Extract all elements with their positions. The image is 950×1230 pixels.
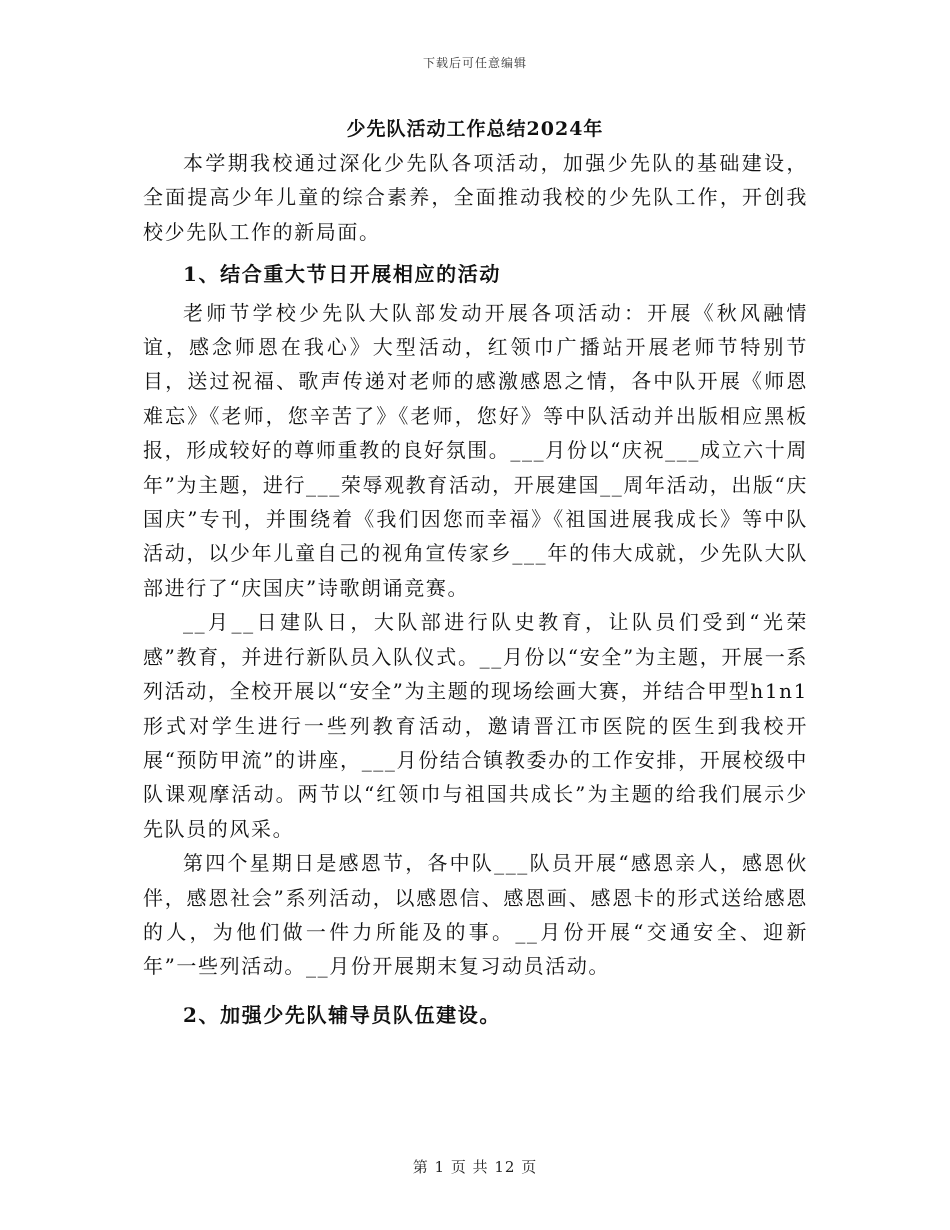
section-1-heading: 1、结合重大节日开展相应的活动 xyxy=(183,262,501,287)
section-1-paragraph-3: 第四个星期日是感恩节，各中队___队员开展“感恩亲人，感恩伙伴，感恩社会”系列活动，以感恩信、感恩画、感恩卡的形式送给感恩的人，为他们做一件力所能及的事。__月份开展“交通安全、迎新年”一些列活动。__月份开展期末复习动员活动。 xyxy=(143,851,808,979)
document-body xyxy=(143,146,808,1036)
section-1-paragraph-1: 老师节学校少先队大队部发动开展各项活动：开展《秋风融情谊，感念师恩在我心》大型活动，红领巾广播站开展老师节特别节目，送过祝福、歌声传递对老师的感激感恩之情，各中队开展《师恩难忘》《老师，您辛苦了》《老师，您好》等中队活动并出版相应黑板报，形成较好的尊师重教的良好氛围。___月份以“庆祝___成立六十周年”为主题，进行___荣辱观教育活动，开展建国__周年活动，出版“庆国庆”专刊，并围绕着《我们因您而幸福》《祖国进展我成长》等中队活动，以少年儿童自己的视角宣传家乡___年的伟大成就，少先队大队部进行了“庆国庆”诗歌朗诵竞赛。 xyxy=(143,300,808,600)
page-footer: 第 1 页 共 12 页 xyxy=(412,1158,538,1176)
section-2-heading: 2、加强少先队辅导员队伍建设。 xyxy=(183,1002,501,1027)
section-1-paragraph-2: __月__日建队日，大队部进行队史教育，让队员们受到“光荣感”教育，并进行新队员入队仪式。__月份以“安全”为主题，开展一系列活动，全校开展以“安全”为主题的现场绘画大赛，并结合甲型h1n1形式对学生进行一些列教育活动，邀请晋江市医院的医生到我校开展“预防甲流”的讲座，___月份结合镇教委办的工作安排，开展校级中队课观摩活动。两节以“红领巾与祖国共成长”为主题的给我们展示少先队员的风采。 xyxy=(143,610,808,841)
header-note: 下载后可任意编辑 xyxy=(422,56,527,70)
document-title: 少先队活动工作总结2024年 xyxy=(346,118,604,140)
intro-paragraph: 本学期我校通过深化少先队各项活动，加强少先队的基础建设，全面提高少年儿童的综合素养，全面推动我校的少先队工作，开创我校少先队工作的新局面。 xyxy=(143,151,808,244)
